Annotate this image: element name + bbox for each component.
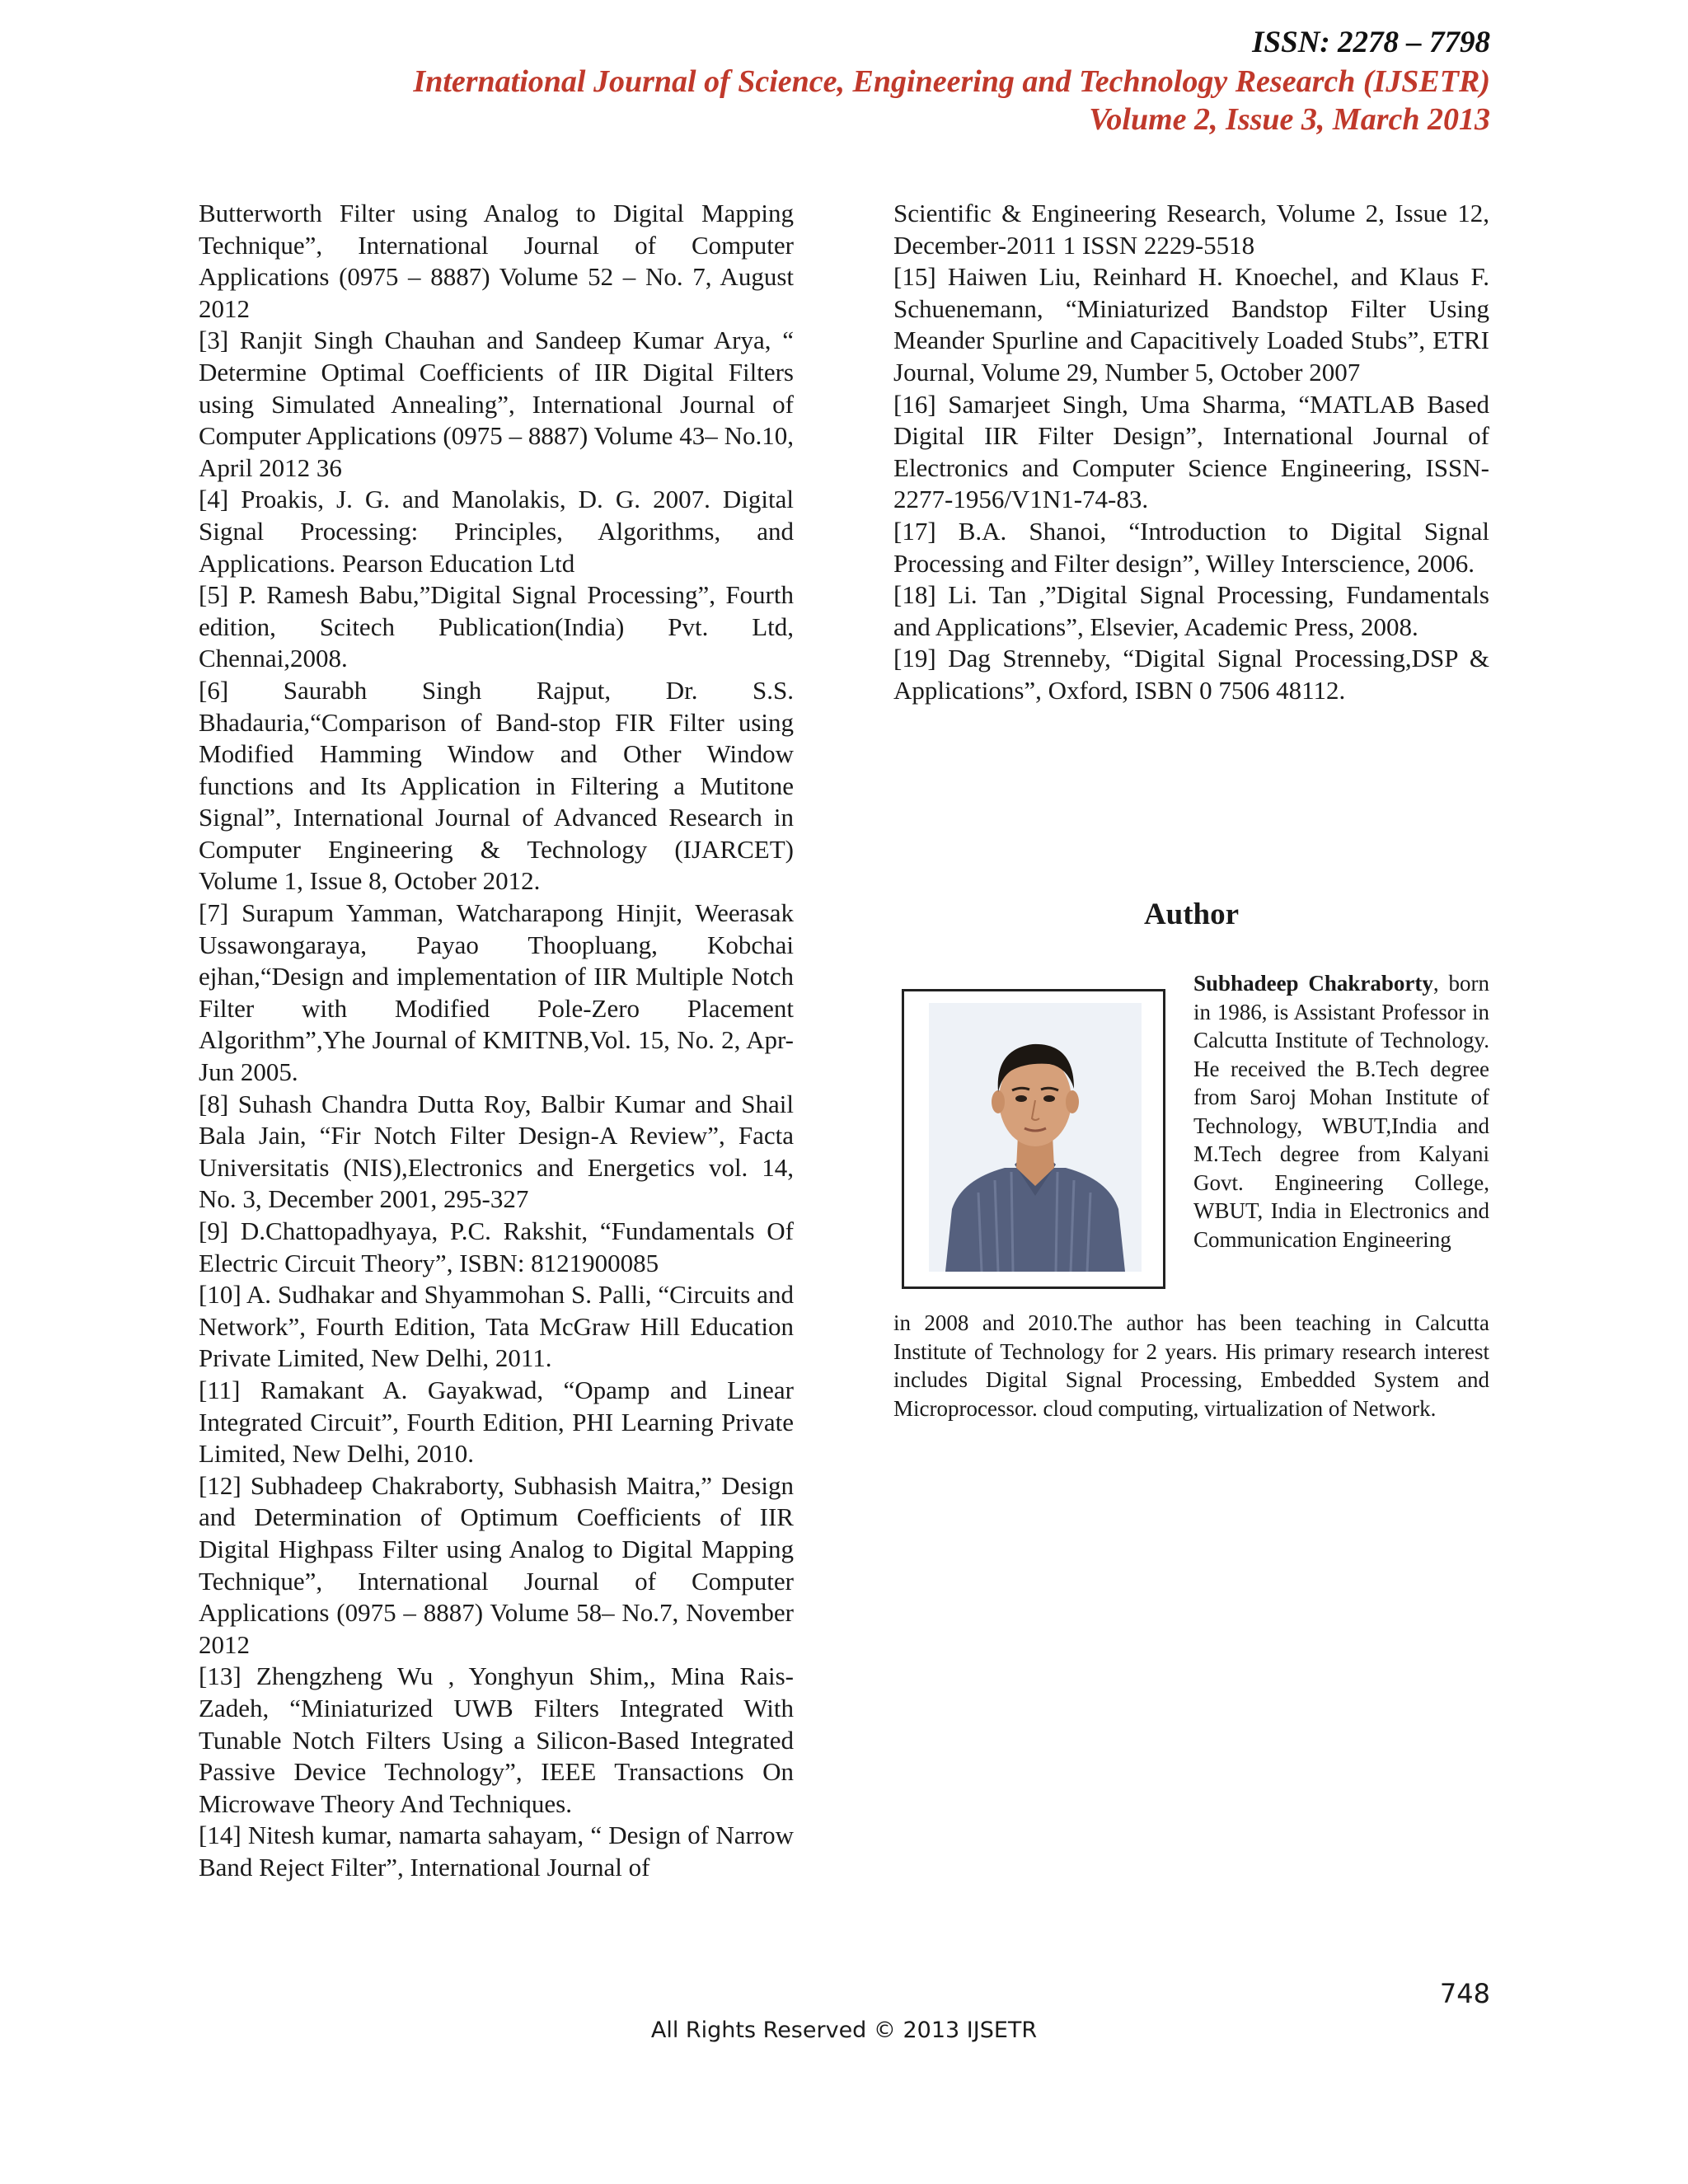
page-number: 748 [1439, 1978, 1490, 2009]
reference-entry: [6] Saurabh Singh Rajput, Dr. S.S. Bhadauria,“Comparison of Band-stop FIR Filter using Modified Hamming Window and Other Window functions and Its Application in Filtering a Mutitone Signal”, International Journal of Advanced Research in Computer Engineering & Technology (IJARCET) Volume 1, Issue 8, October 2012. [199, 675, 794, 896]
author-bio [1193, 969, 1489, 1254]
reference-entry: [16] Samarjeet Singh, Uma Sharma, “MATLAB Based Digital IIR Filter Design”, International Journal of Electronics and Computer Science Engineering, ISSN- 2277-1956/V1N1-74-83. [893, 389, 1489, 514]
reference-entry: [13] Zhengzheng Wu , Yonghyun Shim,, Mina Rais-Zadeh, “Miniaturized UWB Filters Integrated With Tunable Notch Filters Using a Silicon-Based Integrated Passive Device Technology”, IEEE Transactions On Microwave Theory And Techniques. [199, 1661, 794, 1818]
reference-entry: [3] Ranjit Singh Chauhan and Sandeep Kumar Arya, “ Determine Optimal Coefficients of IIR Digital Filters using Simulated Annealing”, International Journal of Computer Applications (0975 – 8887) Volume 43– No.10, April 2012 36 [199, 326, 794, 482]
reference-entry: [10] A. Sudhakar and Shyammohan S. Palli, “Circuits and Network”, Fourth Edition, Tata McGraw Hill Education Private Limited, New Delhi, 2011. [199, 1280, 794, 1373]
reference-entry: [19] Dag Strenneby, “Digital Signal Processing,DSP & Applications”, Oxford, ISBN 0 7506 48112. [893, 644, 1489, 705]
references-left-column [199, 198, 794, 1883]
reference-entry: Butterworth Filter using Analog to Digital Mapping Technique”, International Journal of Computer Applications (0975 – 8887) Volume 52 – No. 7, August 2012 [199, 199, 794, 323]
reference-entry: [8] Suhash Chandra Dutta Roy, Balbir Kumar and Shail Bala Jain, “Fir Notch Filter Design-A Review”, Facta Universitatis (NIS),Electronics and Energetics vol. 14, No. 3, December 2001, 295-327 [199, 1089, 794, 1214]
reference-entry: [12] Subhadeep Chakraborty, Subhasish Maitra,” Design and Determination of Optimum Coefficients of IIR Digital Highpass Filter using Analog to Digital Mapping Technique”, International Journal of Computer Applications (0975 – 8887) Volume 58– No.7, November 2012 [199, 1470, 794, 1659]
reference-entry: [11] Ramakant A. Gayakwad, “Opamp and Linear Integrated Circuit”, Fourth Edition, PHI Learning Private Limited, New Delhi, 2010. [199, 1375, 794, 1469]
reference-entry: [14] Nitesh kumar, namarta sahayam, “ Design of Narrow Band Reject Filter”, International Journal of [199, 1821, 794, 1882]
author-photo [929, 1003, 1142, 1272]
reference-entry: [15] Haiwen Liu, Reinhard H. Knoechel, and Klaus F. Schuenemann, “Miniaturized Bandstop Filter Using Meander Spurline and Capacitively Loaded Stubs”, ETRI Journal, Volume 29, Number 5, October 2007 [893, 262, 1489, 387]
volume-issue: Volume 2, Issue 3, March 2013 [1089, 102, 1490, 137]
author-heading: Author [1143, 898, 1240, 931]
footer-copyright: All Rights Reserved © 2013 IJSETR [650, 2018, 1038, 2043]
references-right-column [893, 198, 1489, 707]
author-bio-continued: in 2008 and 2010.The author has been teaching in Calcutta Institute of Technology for 2 years. His primary research interest includes Digital Signal Processing, Embedded System and Microprocessor. cloud computing, virtualization of Network. [893, 1310, 1489, 1421]
issn: ISSN: 2278 – 7798 [1252, 26, 1490, 59]
author-bio-text: , born in 1986, is Assistant Professor in Calcutta Institute of Technology. He received the B.Tech degree from Saroj Mohan Institute of Technology, WBUT,India and M.Tech degree from Kalyani Govt. Engineering College, WBUT, India in Electronics and Communication Engineering [1193, 971, 1489, 1252]
author-photo-frame [902, 989, 1165, 1289]
reference-entry: [9] D.Chattopadhyaya, P.C. Rakshit, “Fundamentals Of Electric Circuit Theory”, ISBN: 8121900085 [199, 1216, 794, 1277]
reference-entry: Scientific & Engineering Research, Volume 2, Issue 12, December-2011 1 ISSN 2229-5518 [893, 199, 1489, 260]
reference-entry: [5] P. Ramesh Babu,”Digital Signal Processing”, Fourth edition, Scitech Publication(India) Pvt. Ltd, Chennai,2008. [199, 580, 794, 673]
reference-entry: [4] Proakis, J. G. and Manolakis, D. G. 2007. Digital Signal Processing: Principles, Algorithms, and Applications. Pearson Education Ltd [199, 485, 794, 578]
reference-entry: [7] Surapum Yamman, Watcharapong Hinjit, Weerasak Ussawongaraya, Payao Thoopluang, Kobchai ejhan,“Design and implementation of IIR Multiple Notch Filter with Modified Pole-Zero Placement Algorithm”,Yhe Journal of KMITNB,Vol. 15, No. 2, Apr-Jun 2005. [199, 898, 794, 1087]
reference-entry: [18] Li. Tan ,”Digital Signal Processing, Fundamentals and Applications”, Elsevier, Academic Press, 2008. [893, 580, 1489, 641]
journal-title: International Journal of Science, Engineering and Technology Research (IJSETR) [413, 64, 1490, 99]
journal-header [413, 23, 1490, 138]
reference-entry: [17] B.A. Shanoi, “Introduction to Digital Signal Processing and Filter design”, Willey Interscience, 2006. [893, 516, 1489, 578]
author-name: Subhadeep Chakraborty [1193, 971, 1433, 996]
